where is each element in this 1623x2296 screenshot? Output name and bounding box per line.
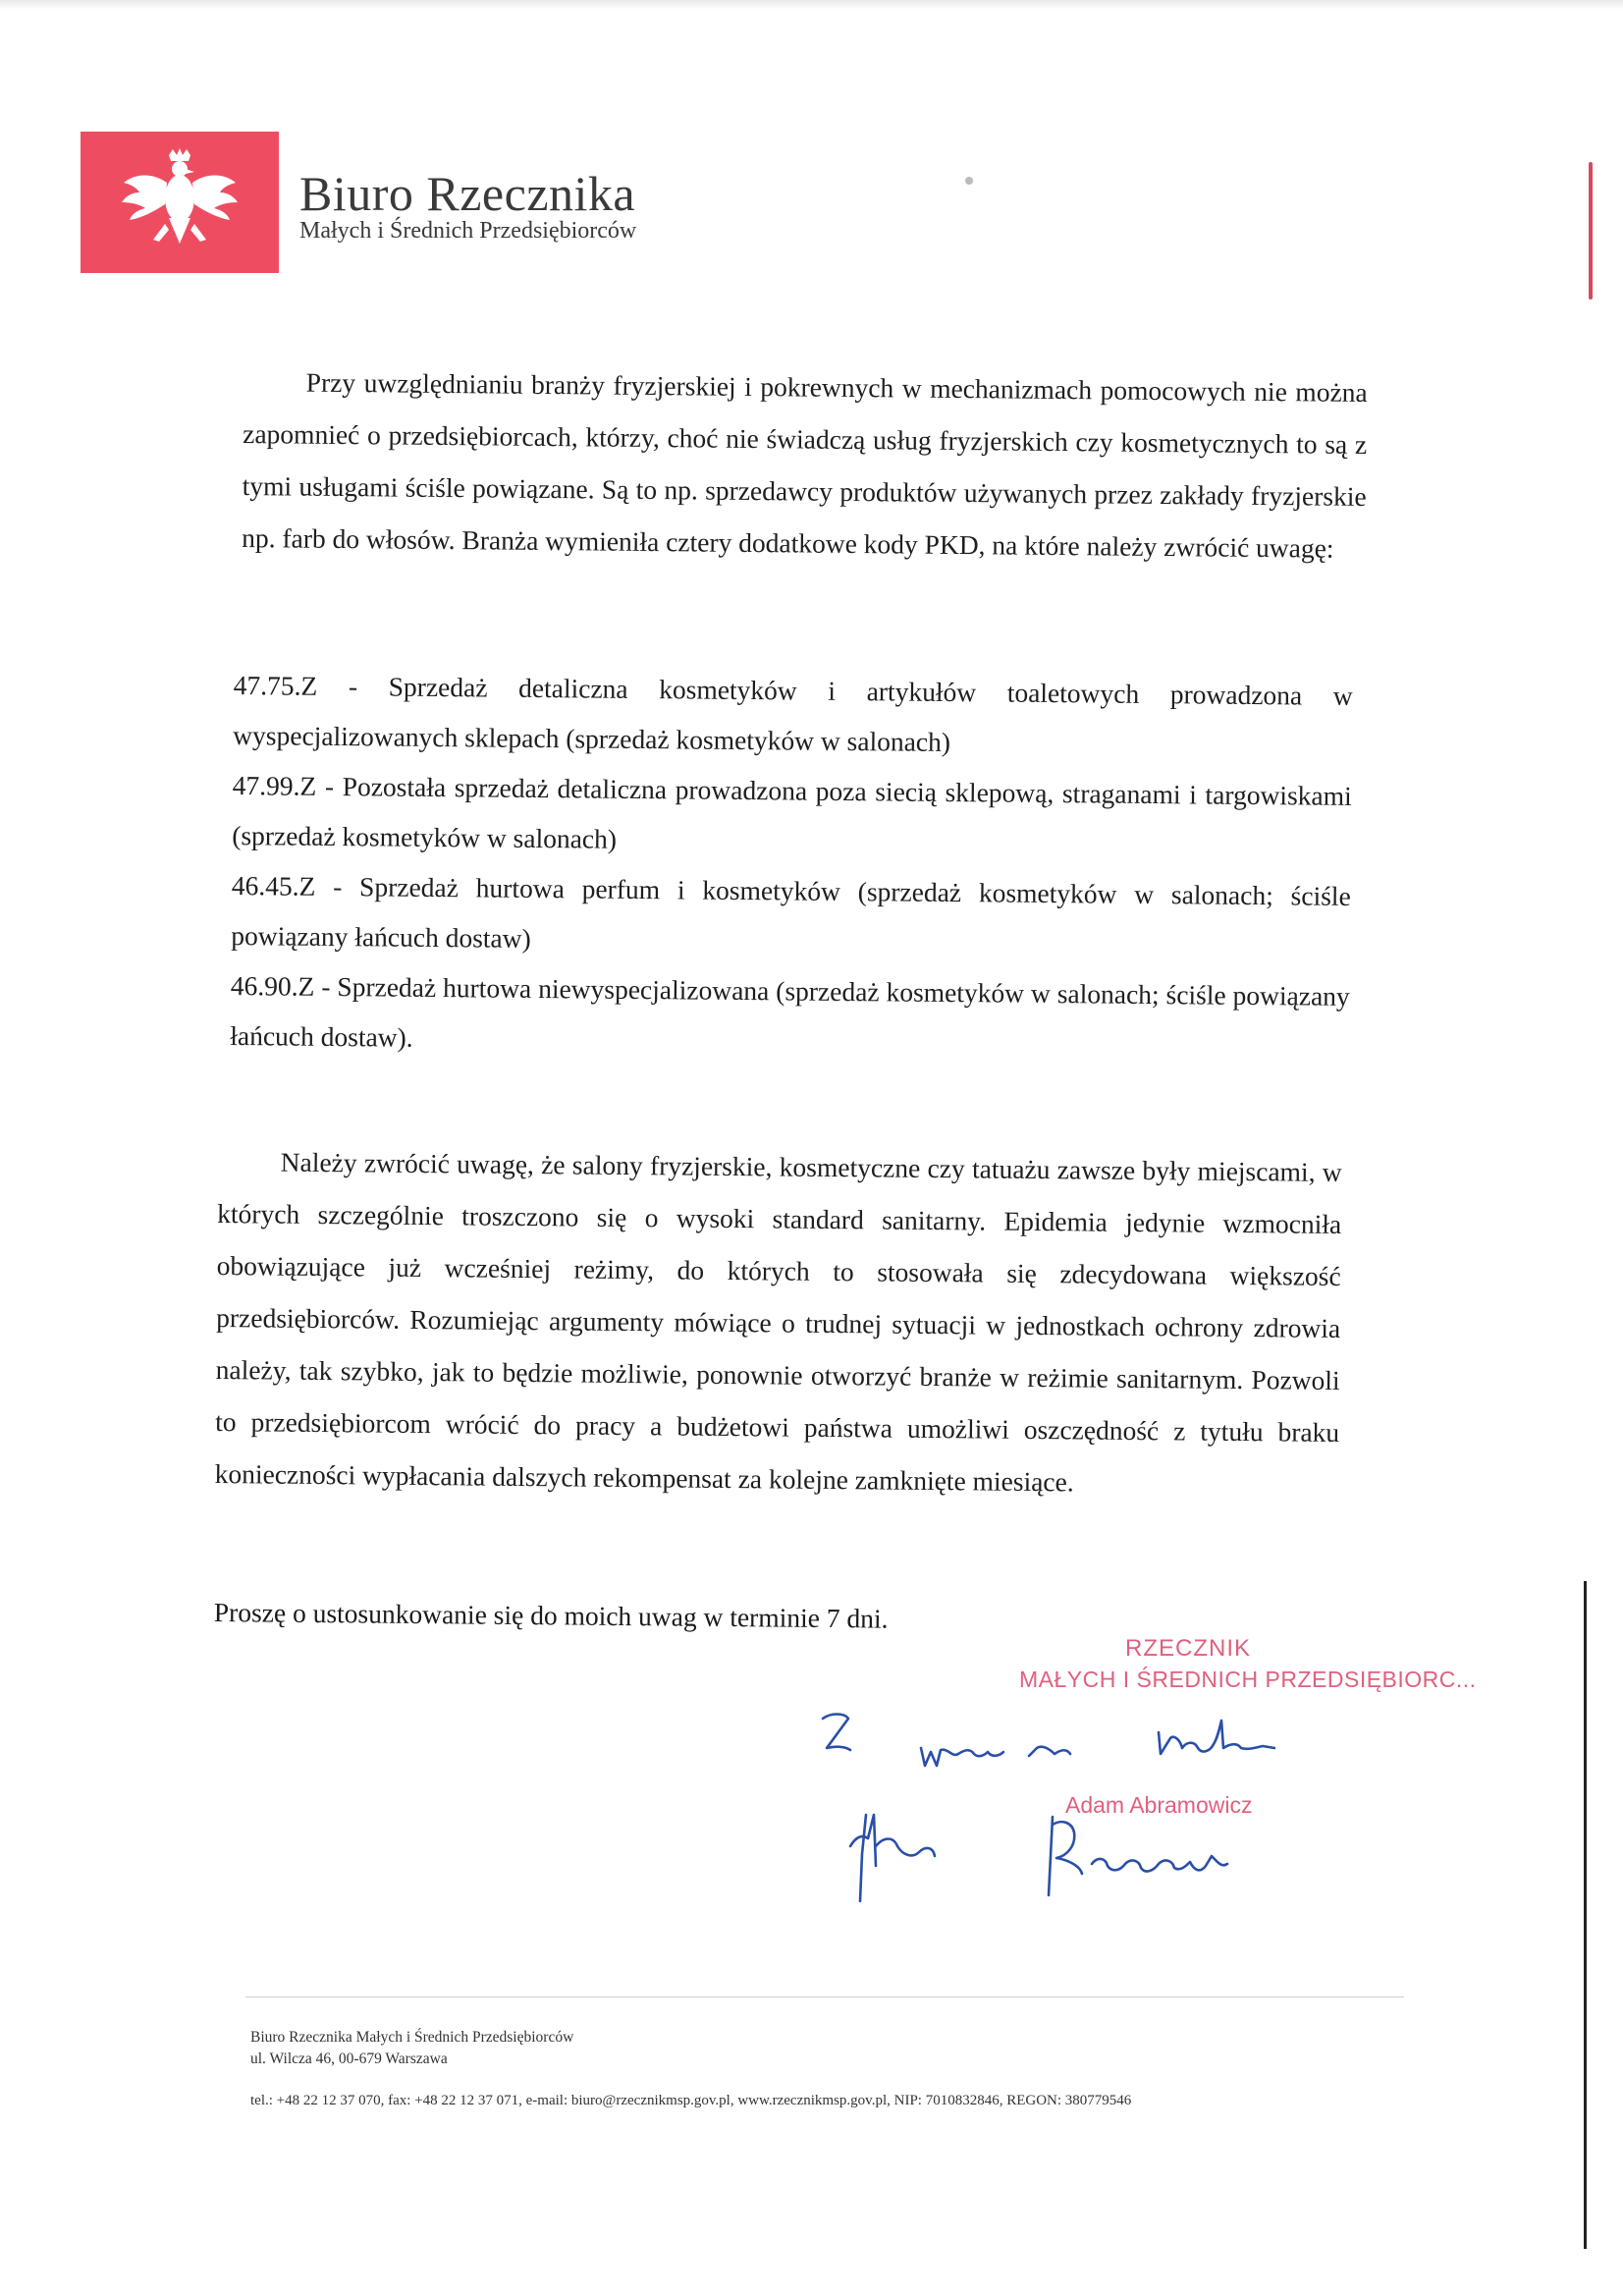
scan-speck (965, 177, 973, 185)
closing-line: Proszę o ustosunkowanie się do moich uwag w terminie 7 dni. (213, 1597, 889, 1634)
stamp-subtitle: MAŁYCH I ŚREDNICH PRZEDSIĘBIORC... (1019, 1667, 1477, 1692)
pkd-code-item: 47.75.Z - Sprzedaż detaliczna kosmetyków i artykułów toaletowych prowadzona w wyspecjalizowanych sklepach (sprzedaż kosmetyków w salonach) (233, 669, 1353, 758)
scan-edge-line (1584, 1581, 1587, 2249)
footer-address: ul. Wilcza 46, 00-679 Warszawa (250, 2050, 448, 2067)
scan-edge (0, 0, 1623, 10)
footer-contact: tel.: +48 22 12 37 070, fax: +48 22 12 37 071, e-mail: biuro@rzecznikmsp.gov.pl, www.rzecznikmsp.gov.pl, NIP: 7010832846, REGON: 380779546 (250, 2093, 1132, 2108)
stamp-title: RZECZNIK (1125, 1635, 1251, 1662)
pkd-code-item: 47.99.Z - Pozostała sprzedaż detaliczna prowadzona poza siecią sklepową, straganami i targowiskami (sprzedaż kosmetyków w salonach) (232, 769, 1352, 854)
pkd-code-item: 46.90.Z - Sprzedaż hurtowa niewyspecjalizowana (sprzedaż kosmetyków w salonach; ściśle powiązany łańcuch dostaw). (230, 969, 1350, 1053)
paragraph-sanitary (214, 1135, 1342, 1510)
logo (81, 132, 279, 273)
stamp-name: Adam Abramowicz (1065, 1792, 1253, 1818)
office-subtitle: Małych i Średnich Przedsiębiorców (299, 218, 637, 244)
handwritten-signature (805, 1699, 1394, 1935)
paragraph-intro (242, 355, 1368, 574)
paragraph-text: Przy uwzględnianiu branży fryzjerskiej i pokrewnych w mechanizmach pomocowych nie można zapomnieć o przedsiębiorcach, którzy, choć nie świadczą usług fryzjerskich czy kosmetycznych to są z tymi usługami ściśle powiązane. Są to np. sprzedawcy produktów używanych przez zakłady fryzjerskie np. farb do włosów. Branża wymieniła cztery dodatkowe kody PKD, na które należy zwrócić uwagę: (242, 366, 1368, 564)
office-name: Biuro Rzecznika (299, 166, 636, 221)
pkd-code-item: 46.45.Z - Sprzedaż hurtowa perfum i kosmetyków (sprzedaż kosmetyków w salonach; ściśle powiązany łańcuch dostaw) (231, 869, 1351, 954)
scan-mark (1589, 162, 1593, 300)
pkd-code-list (230, 660, 1353, 1071)
paragraph-text: Należy zwrócić uwagę, że salony fryzjerskie, kosmetyczne czy tatuażu zawsze były miejscami, w których szczególnie troszczono się o wysoki standard sanitarny. Epidemia jedynie wzmocniła obowiązujące już wcześniej reżimy, do których to stosowała się zdecydowana większość przedsiębiorców. Rozumiejąc argumenty mówiące o trudnej sytuacji w jednostkach ochrony zdrowia należy, tak szybko, jak to będzie możliwie, ponownie otworzyć branże w reżimie sanitarnym. Pozwoli to przedsiębiorcom wrócić do pracy a budżetowi państwa umożliwi oszczędność z tytułu braku konieczności wypłacania dalszych rekompensat za kolejne zamknięte miesiące. (214, 1146, 1342, 1498)
footer-divider (245, 1996, 1404, 1997)
footer-office-name: Biuro Rzecznika Małych i Średnich Przedsiębiorców (250, 2029, 574, 2046)
eagle-emblem-icon (118, 147, 242, 257)
